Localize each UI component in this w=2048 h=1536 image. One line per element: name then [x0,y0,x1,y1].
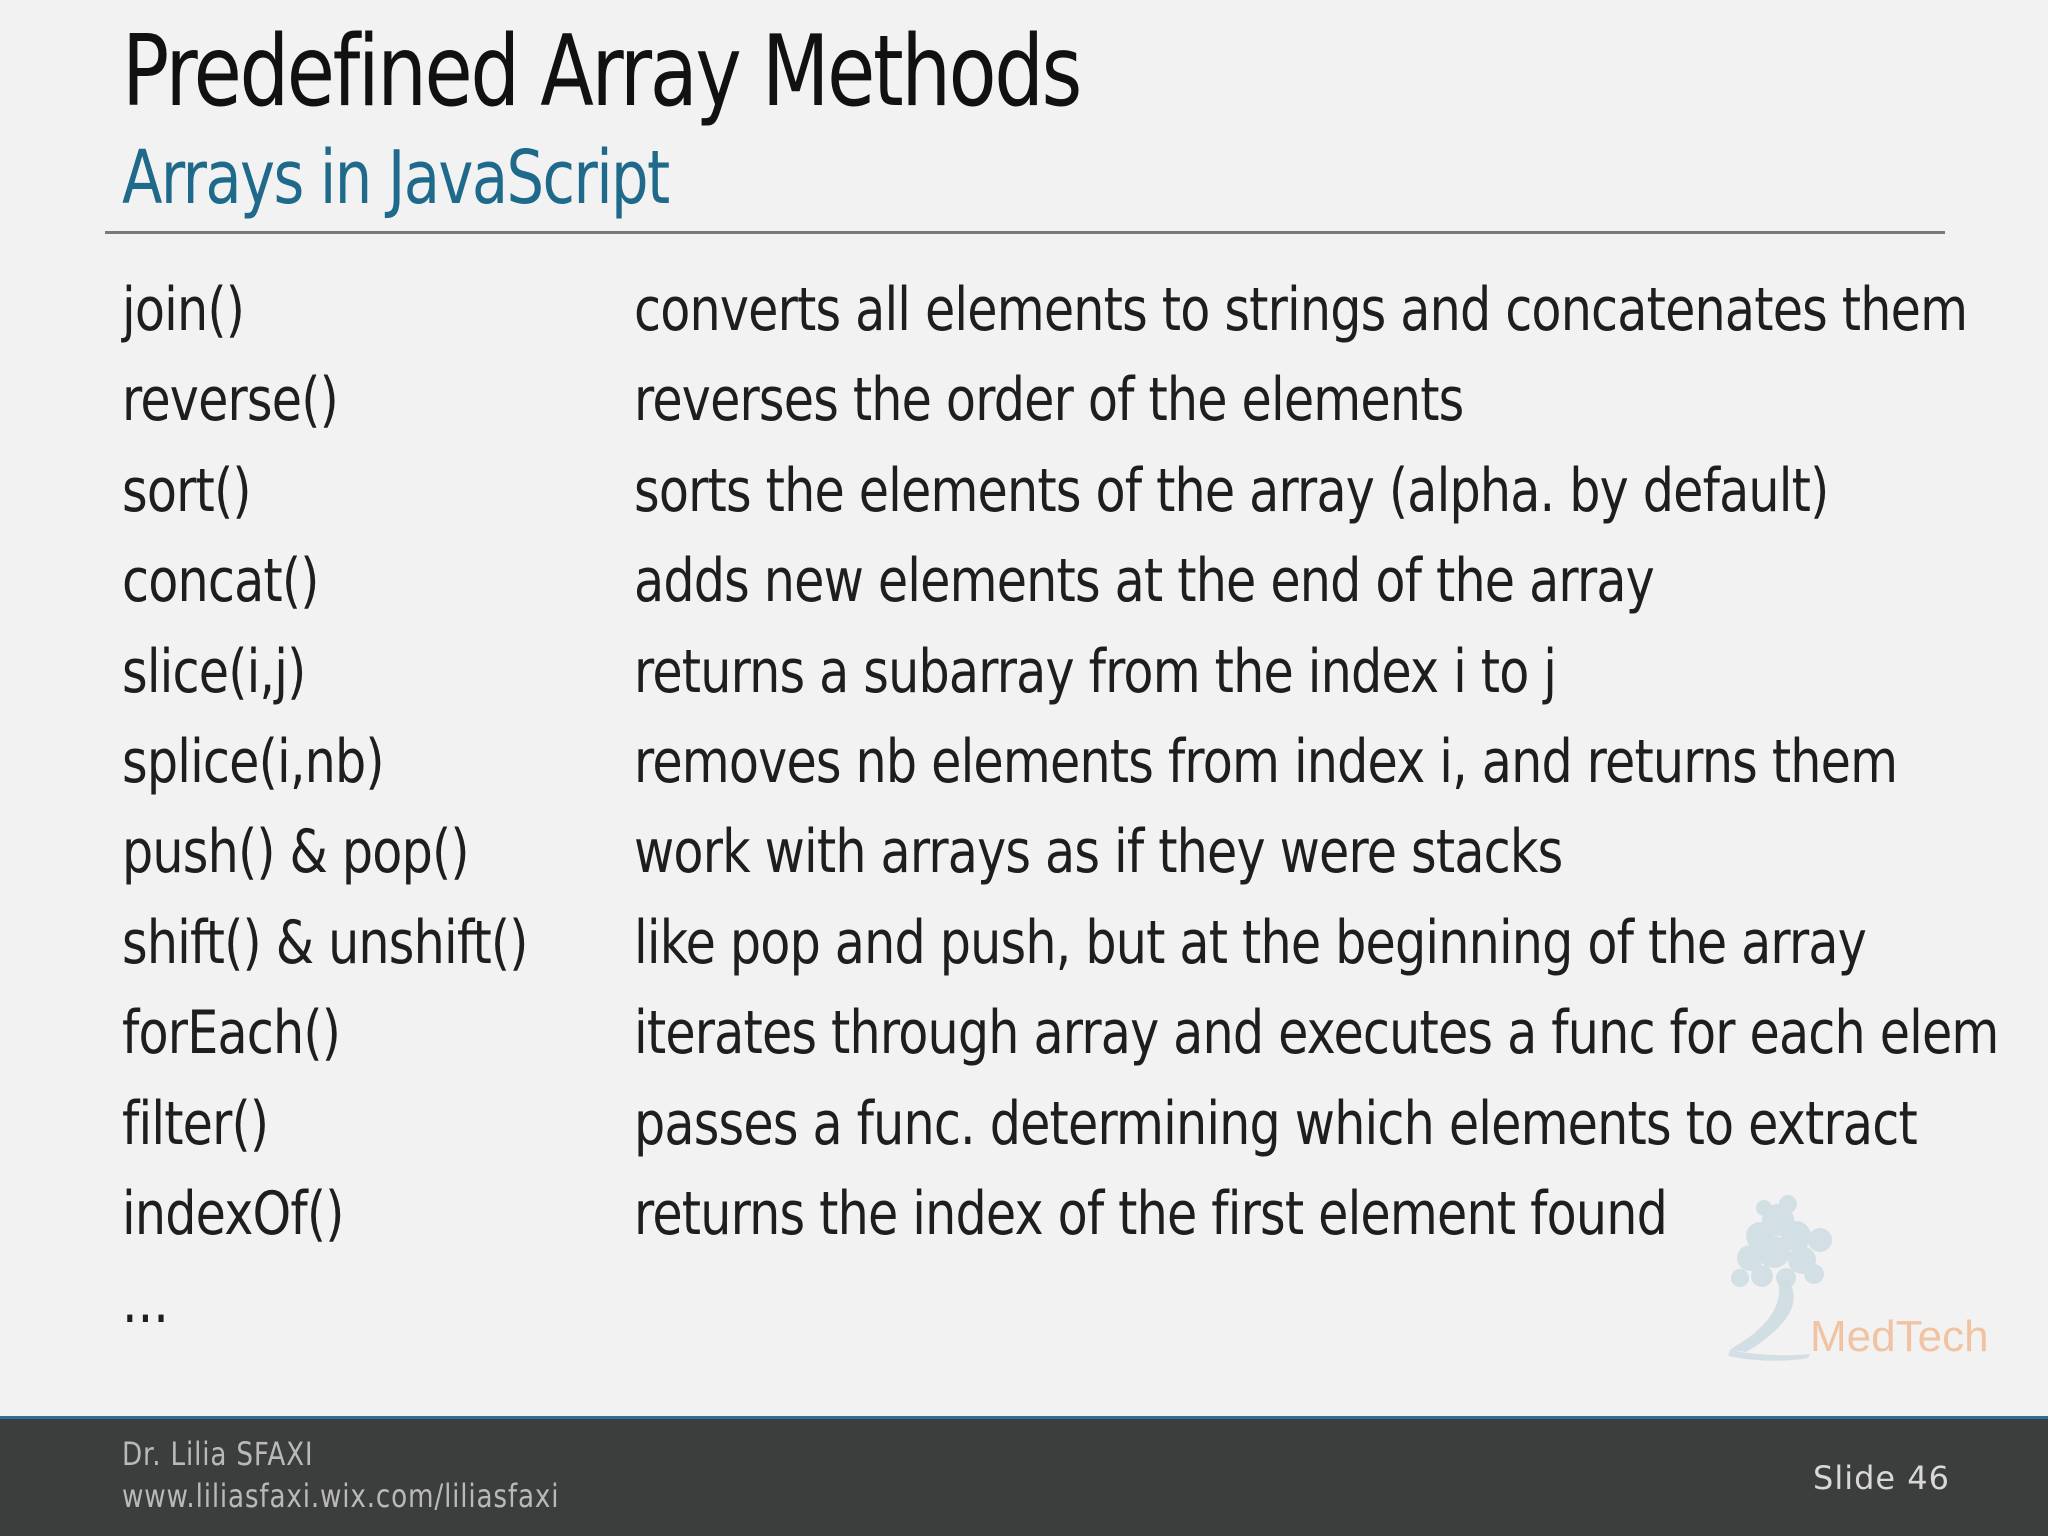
method-description: converts all elements to strings and concatenates them [634,275,1968,345]
slide-number: Slide 46 [1813,1459,1950,1497]
method-name: indexOf() [122,1178,344,1249]
method-name: filter() [122,1088,269,1159]
method-name: sort() [122,455,251,526]
method-name: join() [122,275,245,345]
method-description: reverses the order of the elements [634,365,1464,436]
method-description: iterates through array and executes a func for each elem [634,998,1999,1069]
method-description: work with arrays as if they were stacks [634,817,1563,888]
method-description: returns the index of the first element found [634,1178,1668,1249]
slide-subtitle: Arrays in JavaScript [122,135,669,221]
footer-author: Dr. Lilia SFAXI [122,1435,314,1473]
method-name: reverse() [122,365,338,436]
more-ellipsis: ... [122,1267,169,1337]
method-description: removes nb elements from index i, and returns them [634,726,1898,797]
method-name: push() & pop() [122,817,469,888]
method-name: concat() [122,546,319,617]
slide-footer [0,1416,2048,1536]
method-description: sorts the elements of the array (alpha. by default) [634,455,1829,526]
method-name: forEach() [122,998,341,1069]
method-description: like pop and push, but at the beginning of the array [634,907,1866,978]
footer-url: www.liliasfaxi.wix.com/liliasfaxi [122,1477,560,1515]
slide-title: Predefined Array Methods [122,15,1081,129]
method-description: adds new elements at the end of the array [634,546,1654,617]
method-description: returns a subarray from the index i to j [634,636,1557,707]
method-name: splice(i,nb) [122,726,384,797]
title-divider [105,231,1945,234]
method-description: passes a func. determining which elements to extract [634,1088,1917,1159]
medtech-logo-text: MedTech [1810,1312,1989,1361]
method-name: slice(i,j) [122,636,306,707]
method-name: shift() & unshift() [122,907,528,978]
